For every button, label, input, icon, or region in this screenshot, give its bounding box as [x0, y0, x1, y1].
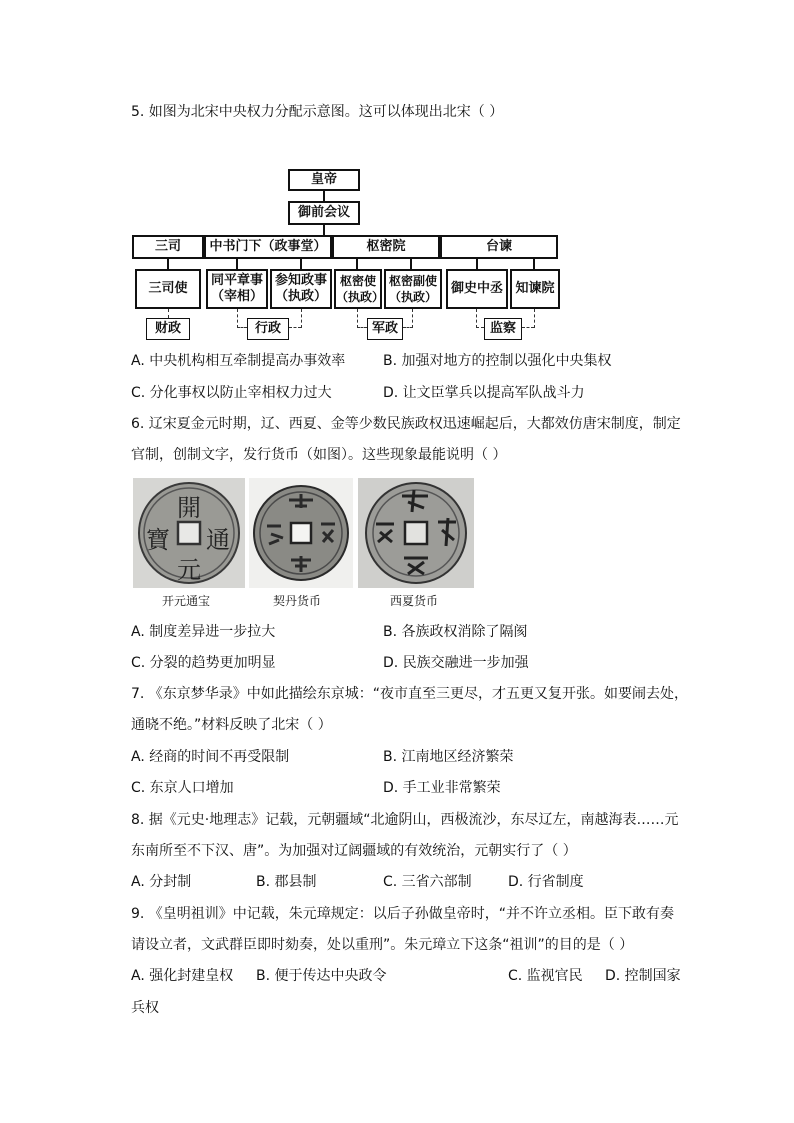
q7-option-a[interactable]: A. 经商的时间不再受限制 — [131, 749, 290, 765]
kaiyuan-glyph-left: 寶 — [146, 526, 170, 554]
q9-option-b[interactable]: B. 便于传达中央政令 — [256, 968, 387, 984]
canzhi-title: 参知政事 — [274, 273, 327, 288]
label-caizheng: 财政 — [146, 318, 190, 340]
box-canzhi — [270, 269, 332, 309]
q7-option-d[interactable]: D. 手工业非常繁荣 — [383, 780, 501, 796]
box-shumi: 枢密院 — [332, 235, 440, 259]
khitan-coin-icon — [249, 478, 353, 588]
q6-stem-line1: 6. 辽宋夏金元时期，辽、西夏、金等少数民族政权迅速崛起后，大都效仿唐宋制度，制定 — [131, 416, 681, 432]
q7-stem-line2: 通晓不绝。”材料反映了北宋（ ） — [131, 717, 332, 733]
box-sansi: 三司 — [132, 235, 204, 259]
q6-option-b[interactable]: B. 各族政权消除了隔阂 — [383, 624, 528, 640]
shumifu-sub: （执政） — [388, 290, 437, 304]
q9-stem-line2: 请设立者，文武群臣即时劾奏，处以重刑”。朱元璋立下这条“祖训”的目的是（ ） — [131, 937, 634, 953]
q8-option-d[interactable]: D. 行省制度 — [508, 874, 584, 890]
q9-wrap-text: 兵权 — [131, 1000, 159, 1016]
q8-option-a[interactable]: A. 分封制 — [131, 874, 192, 890]
q6-option-c[interactable]: C. 分裂的趋势更加明显 — [131, 655, 276, 671]
box-sansishi: 三司使 — [135, 269, 201, 309]
coin-caption-khitan: 契丹货币 — [273, 594, 322, 608]
q5-option-b[interactable]: B. 加强对地方的控制以强化中央集权 — [383, 353, 612, 369]
power-distribution-diagram — [0, 0, 794, 360]
box-zhongshu: 中书门下（政事堂） — [204, 235, 332, 259]
box-shumishi — [334, 269, 385, 309]
q6-option-d[interactable]: D. 民族交融进一步加强 — [383, 655, 529, 671]
shumifu-title: 枢密副使 — [388, 274, 437, 288]
q7-option-b[interactable]: B. 江南地区经济繁荣 — [383, 749, 514, 765]
coin-caption-kaiyuan: 开元通宝 — [162, 594, 211, 608]
canzhi-sub: （执政） — [274, 289, 327, 304]
coin-photo-khitan — [249, 478, 353, 588]
q8-option-c[interactable]: C. 三省六部制 — [383, 874, 472, 890]
box-shumifu — [384, 269, 442, 309]
box-emperor: 皇帝 — [288, 169, 360, 191]
q5-option-a[interactable]: A. 中央机构相互牵制提高办事效率 — [131, 353, 346, 369]
q5-option-c[interactable]: C. 分化事权以防止宰相权力过大 — [131, 385, 332, 401]
label-xingzheng: 行政 — [247, 318, 289, 340]
q5-stem: 5. 如图为北宋中央权力分配示意图。这可以体现出北宋（ ） — [131, 104, 504, 120]
q9-option-c[interactable]: C. 监视官民 — [508, 968, 583, 984]
tongping-title: 同平章事 — [210, 273, 263, 288]
q9-option-a[interactable]: A. 强化封建皇权 — [131, 968, 234, 984]
kaiyuan-glyph-right: 通 — [206, 526, 230, 554]
shumishi-sub: （执政） — [336, 290, 385, 304]
coin-photo-kaiyuan — [133, 478, 245, 588]
box-taijian: 台谏 — [440, 235, 558, 259]
tongping-sub: （宰相） — [210, 289, 263, 304]
label-jiancha: 监察 — [484, 318, 522, 340]
q9-stem-line1: 9. 《皇明祖训》中记载，朱元璋规定：以后子孙做皇帝时，“并不许立丞相。臣下敢有奏 — [131, 906, 675, 922]
box-yushi: 御史中丞 — [446, 269, 508, 309]
q6-stem-line2: 官制，创制文字，发行货币（如图）。这些现象最能说明（ ） — [131, 447, 507, 463]
coin-caption-xixia: 西夏货币 — [390, 594, 439, 608]
q7-option-c[interactable]: C. 东京人口增加 — [131, 780, 234, 796]
q5-option-d[interactable]: D. 让文臣掌兵以提高军队战斗力 — [383, 385, 585, 401]
q6-option-a[interactable]: A. 制度差异进一步拉大 — [131, 624, 276, 640]
coin-photo-xixia — [358, 478, 474, 588]
box-council: 御前会议 — [288, 201, 360, 225]
kaiyuan-glyph-bottom: 元 — [177, 556, 201, 584]
label-junzheng: 军政 — [367, 318, 403, 340]
q9-option-d[interactable]: D. 控制国家 — [605, 968, 681, 984]
box-tongping — [206, 269, 268, 309]
shumishi-title: 枢密使 — [339, 274, 376, 288]
q8-stem-line2: 东南所至不下汉、唐”。为加强对辽阔疆域的有效统治，元朝实行了（ ） — [131, 843, 577, 859]
xixia-coin-icon — [358, 478, 474, 588]
kaiyuan-glyph-top: 開 — [177, 494, 201, 522]
q8-stem-line1: 8. 据《元史·地理志》记载，元朝疆域“北逾阴山，西极流沙，东尽辽左，南越海表……元 — [131, 812, 679, 828]
box-zhijian: 知谏院 — [510, 269, 560, 309]
q8-option-b[interactable]: B. 郡县制 — [256, 874, 317, 890]
q7-stem-line1: 7. 《东京梦华录》中如此描绘东京城：“夜市直至三更尽，才五更又复开张。如要闹去处， — [131, 686, 689, 702]
